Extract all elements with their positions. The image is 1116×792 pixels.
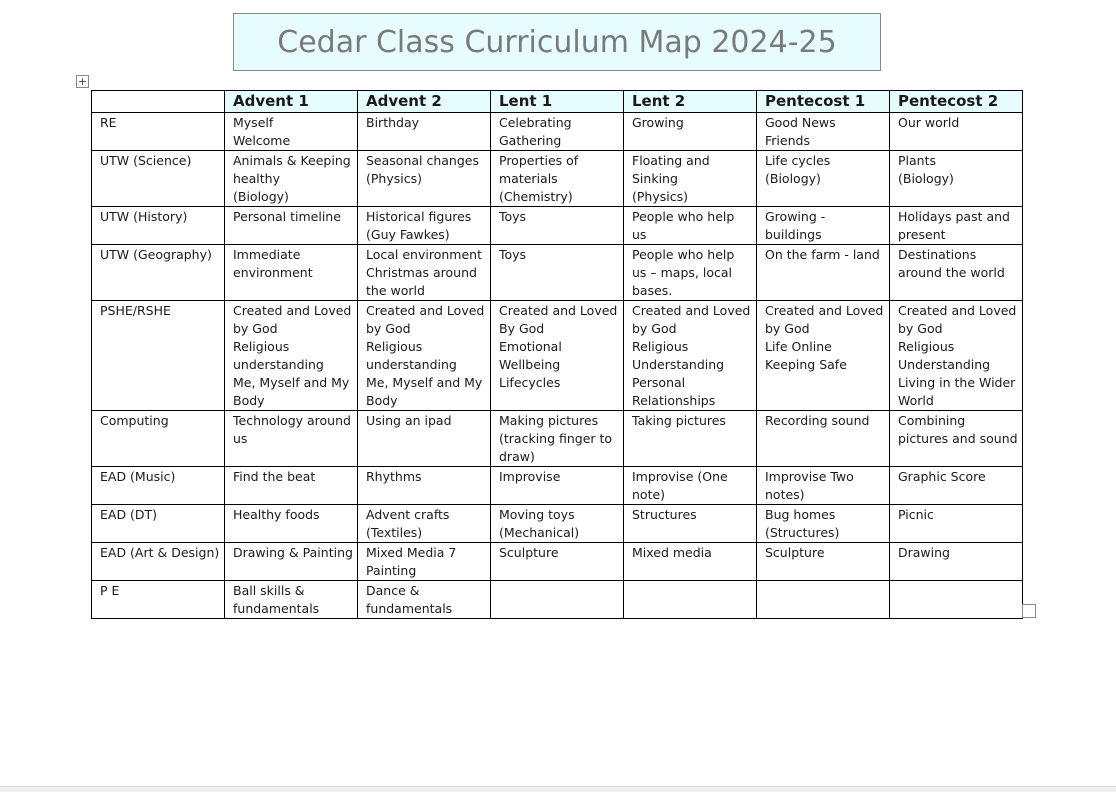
- table-row: [92, 505, 1023, 543]
- header-cell[interactable]: Advent 1: [225, 91, 358, 113]
- table-cell[interactable]: Good News Friends: [757, 113, 890, 151]
- table-cell[interactable]: Drawing: [890, 543, 1023, 581]
- table-cell[interactable]: Improvise: [491, 467, 624, 505]
- table-resize-handle[interactable]: [1022, 604, 1036, 618]
- table-cell[interactable]: Technology around us: [225, 411, 358, 467]
- table-cell[interactable]: Historical figures (Guy Fawkes): [358, 207, 491, 245]
- table-cell[interactable]: On the farm - land: [757, 245, 890, 301]
- table-cell[interactable]: Created and Loved by God Religious understanding Me, Myself and My Body: [358, 301, 491, 411]
- status-bar: [0, 786, 1116, 792]
- table-cell[interactable]: Growing: [624, 113, 757, 151]
- table-cell[interactable]: Sculpture: [491, 543, 624, 581]
- table-row: [92, 467, 1023, 505]
- table-row: [92, 581, 1023, 619]
- table-move-handle-icon[interactable]: +: [77, 75, 88, 88]
- table-cell[interactable]: Sculpture: [757, 543, 890, 581]
- table-cell[interactable]: Bug homes (Structures): [757, 505, 890, 543]
- table-row: [92, 245, 1023, 301]
- table-cell[interactable]: Improvise Two notes): [757, 467, 890, 505]
- table-cell[interactable]: Picnic: [890, 505, 1023, 543]
- table-cell[interactable]: Created and Loved by God Life Online Keeping Safe: [757, 301, 890, 411]
- header-cell[interactable]: Advent 2: [358, 91, 491, 113]
- table-cell[interactable]: Toys: [491, 207, 624, 245]
- subject-cell[interactable]: PSHE/RSHE: [92, 301, 225, 411]
- table-cell[interactable]: People who help us – maps, local bases.: [624, 245, 757, 301]
- table-cell[interactable]: Life cycles (Biology): [757, 151, 890, 207]
- table-cell[interactable]: Recording sound: [757, 411, 890, 467]
- table-cell[interactable]: Using an ipad: [358, 411, 491, 467]
- subject-cell[interactable]: EAD (DT): [92, 505, 225, 543]
- table-cell[interactable]: Ball skills & fundamentals: [225, 581, 358, 619]
- table-cell[interactable]: Immediate environment: [225, 245, 358, 301]
- document-title: Cedar Class Curriculum Map 2024-25: [277, 24, 837, 60]
- table-cell[interactable]: [890, 581, 1023, 619]
- table-cell[interactable]: Birthday: [358, 113, 491, 151]
- table-cell[interactable]: Plants (Biology): [890, 151, 1023, 207]
- subject-cell[interactable]: EAD (Art & Design): [92, 543, 225, 581]
- table-cell[interactable]: Structures: [624, 505, 757, 543]
- table-cell[interactable]: Our world: [890, 113, 1023, 151]
- table-cell[interactable]: Created and Loved by God Religious understanding Me, Myself and My Body: [225, 301, 358, 411]
- subject-cell[interactable]: RE: [92, 113, 225, 151]
- table-cell[interactable]: Making pictures (tracking finger to draw): [491, 411, 624, 467]
- table-header-row: [92, 91, 1023, 113]
- table-cell[interactable]: Celebrating Gathering: [491, 113, 624, 151]
- table-cell[interactable]: Mixed media: [624, 543, 757, 581]
- header-cell[interactable]: Lent 2: [624, 91, 757, 113]
- table-cell[interactable]: Combining pictures and sound: [890, 411, 1023, 467]
- table-cell[interactable]: Dance & fundamentals: [358, 581, 491, 619]
- table-cell[interactable]: Healthy foods: [225, 505, 358, 543]
- table-row: [92, 207, 1023, 245]
- curriculum-table: [91, 90, 1023, 619]
- subject-cell[interactable]: UTW (History): [92, 207, 225, 245]
- table-cell[interactable]: Advent crafts (Textiles): [358, 505, 491, 543]
- table-cell[interactable]: Created and Loved by God Religious Understanding Personal Relationships: [624, 301, 757, 411]
- table-cell[interactable]: Graphic Score: [890, 467, 1023, 505]
- header-corner-cell[interactable]: [92, 91, 225, 113]
- table-cell[interactable]: Growing - buildings: [757, 207, 890, 245]
- table-row: [92, 543, 1023, 581]
- table-cell[interactable]: Destinations around the world: [890, 245, 1023, 301]
- table-row: [92, 113, 1023, 151]
- table-row: [92, 411, 1023, 467]
- table-cell[interactable]: Animals & Keeping healthy (Biology): [225, 151, 358, 207]
- table-cell[interactable]: Local environment Christmas around the world: [358, 245, 491, 301]
- table-cell[interactable]: Created and Loved By God Emotional Wellbeing Lifecycles: [491, 301, 624, 411]
- table-row: [92, 151, 1023, 207]
- table-cell[interactable]: Improvise (One note): [624, 467, 757, 505]
- table-cell[interactable]: Holidays past and present: [890, 207, 1023, 245]
- subject-cell[interactable]: Computing: [92, 411, 225, 467]
- table-cell[interactable]: Floating and Sinking (Physics): [624, 151, 757, 207]
- subject-cell[interactable]: UTW (Geography): [92, 245, 225, 301]
- table-cell[interactable]: Moving toys (Mechanical): [491, 505, 624, 543]
- subject-cell[interactable]: UTW (Science): [92, 151, 225, 207]
- subject-cell[interactable]: P E: [92, 581, 225, 619]
- table-cell[interactable]: Created and Loved by God Religious Understanding Living in the Wider World: [890, 301, 1023, 411]
- table-cell[interactable]: Rhythms: [358, 467, 491, 505]
- table-cell[interactable]: Find the beat: [225, 467, 358, 505]
- table-cell[interactable]: Myself Welcome: [225, 113, 358, 151]
- table-cell[interactable]: Drawing & Painting: [225, 543, 358, 581]
- table-cell[interactable]: [624, 581, 757, 619]
- table-cell[interactable]: Seasonal changes (Physics): [358, 151, 491, 207]
- table-cell[interactable]: Mixed Media 7 Painting: [358, 543, 491, 581]
- document-title-box: [233, 13, 881, 71]
- header-cell[interactable]: Lent 1: [491, 91, 624, 113]
- table-cell[interactable]: Properties of materials (Chemistry): [491, 151, 624, 207]
- text-cursor: [1022, 296, 1023, 314]
- header-cell[interactable]: Pentecost 1: [757, 91, 890, 113]
- table-cell[interactable]: Taking pictures: [624, 411, 757, 467]
- header-cell[interactable]: Pentecost 2: [890, 91, 1023, 113]
- table-cell[interactable]: People who help us: [624, 207, 757, 245]
- subject-cell[interactable]: EAD (Music): [92, 467, 225, 505]
- table-cell[interactable]: Toys: [491, 245, 624, 301]
- table-cell[interactable]: Personal timeline: [225, 207, 358, 245]
- table-row: [92, 301, 1023, 411]
- table-cell[interactable]: [757, 581, 890, 619]
- table-cell[interactable]: [491, 581, 624, 619]
